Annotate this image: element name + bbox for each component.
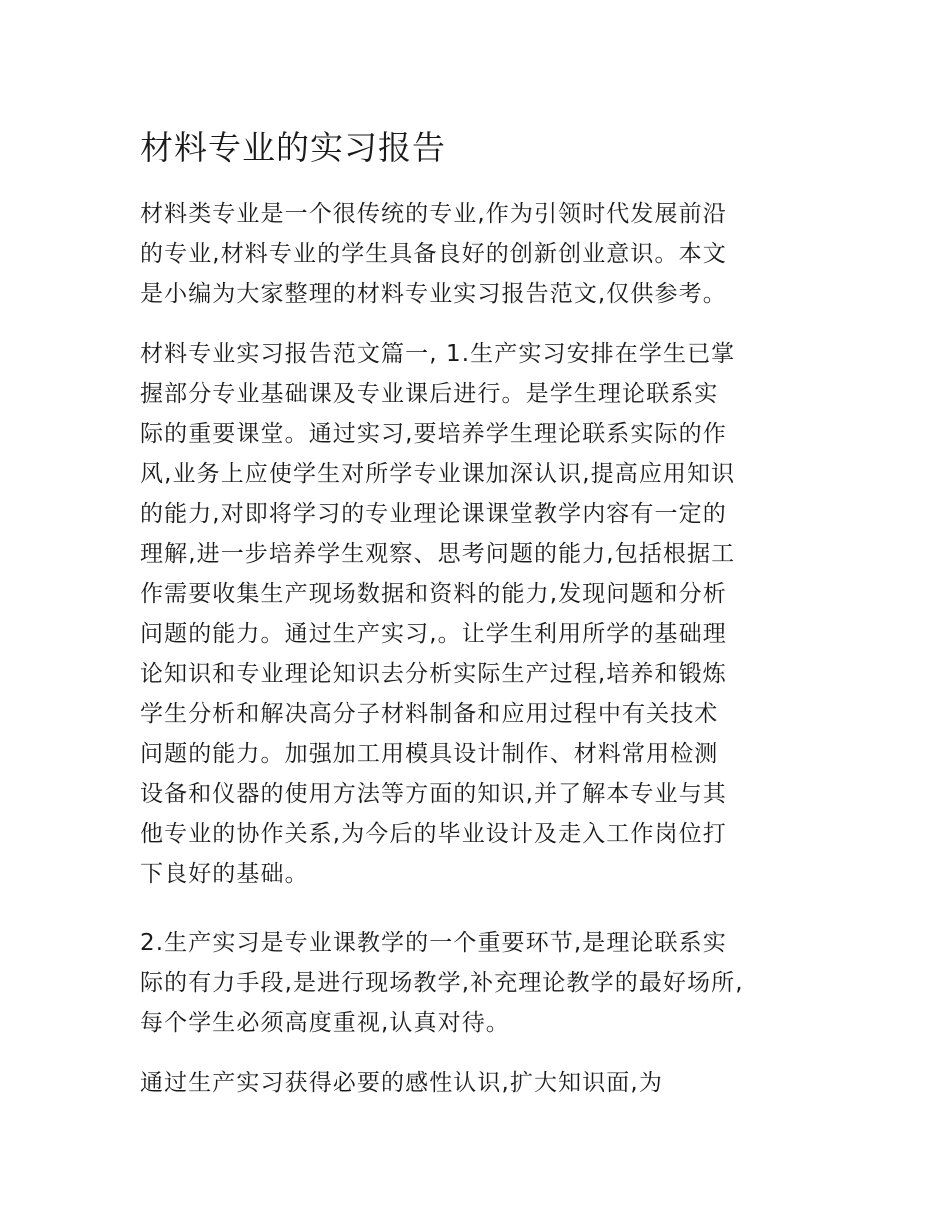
paragraph-line: 每个学生必须高度重视,认真对待。 [140, 1010, 510, 1036]
paragraph-line: 问题的能力。通过生产实习,。让学生利用所学的基础理 [140, 621, 727, 647]
document-title: 材料专业的实习报告 [140, 128, 446, 167]
paragraph-line: 下良好的基础。 [140, 861, 309, 887]
paragraph-line: 他专业的协作关系,为今后的毕业设计及走入工作岗位打 [140, 821, 727, 847]
paragraph-line: 问题的能力。加强加工用模具设计制作、材料常用检测 [140, 741, 719, 767]
paragraph-continued [140, 1063, 663, 1103]
paragraph-line: 的能力,对即将学习的专业理论课课堂教学内容有一定的 [140, 501, 727, 527]
paragraph-line: 2.生产实习是专业课教学的一个重要环节,是理论联系实 [140, 930, 727, 956]
paragraph-line: 设备和仪器的使用方法等方面的知识,并了解本专业与其 [140, 781, 727, 807]
paragraph-line: 材料专业实习报告范文篇一, 1.生产实习安排在学生已掌 [140, 341, 736, 367]
paragraph-intro [140, 194, 727, 314]
paragraph-line: 理解,进一步培养学生观察、思考问题的能力,包括根据工 [140, 541, 736, 567]
paragraph-line: 材料类专业是一个很传统的专业,作为引领时代发展前沿 [140, 201, 727, 227]
paragraph-line: 学生分析和解决高分子材料制备和应用过程中有关技术 [140, 701, 719, 727]
paragraph-line: 握部分专业基础课及专业课后进行。是学生理论联系实 [140, 381, 719, 407]
paragraph-line: 的专业,材料专业的学生具备良好的创新创业意识。本文 [140, 241, 727, 267]
paragraph-line: 际的有力手段,是进行现场教学,补充理论教学的最好场所, [140, 970, 744, 996]
paragraph-line: 际的重要课堂。通过实习,要培养学生理论联系实际的作 [140, 421, 727, 447]
paragraph-sample-one [140, 334, 735, 894]
paragraph-line: 通过生产实习获得必要的感性认识,扩大知识面,为 [140, 1070, 663, 1096]
paragraph-item-two [140, 923, 744, 1043]
paragraph-line: 论知识和专业理论知识去分析实际生产过程,培养和锻炼 [140, 661, 727, 687]
paragraph-line: 是小编为大家整理的材料专业实习报告范文,仅供参考。 [140, 281, 727, 307]
paragraph-line: 风,业务上应使学生对所学专业课加深认识,提高应用知识 [140, 461, 736, 487]
paragraph-line: 作需要收集生产现场数据和资料的能力,发现问题和分析 [140, 581, 727, 607]
